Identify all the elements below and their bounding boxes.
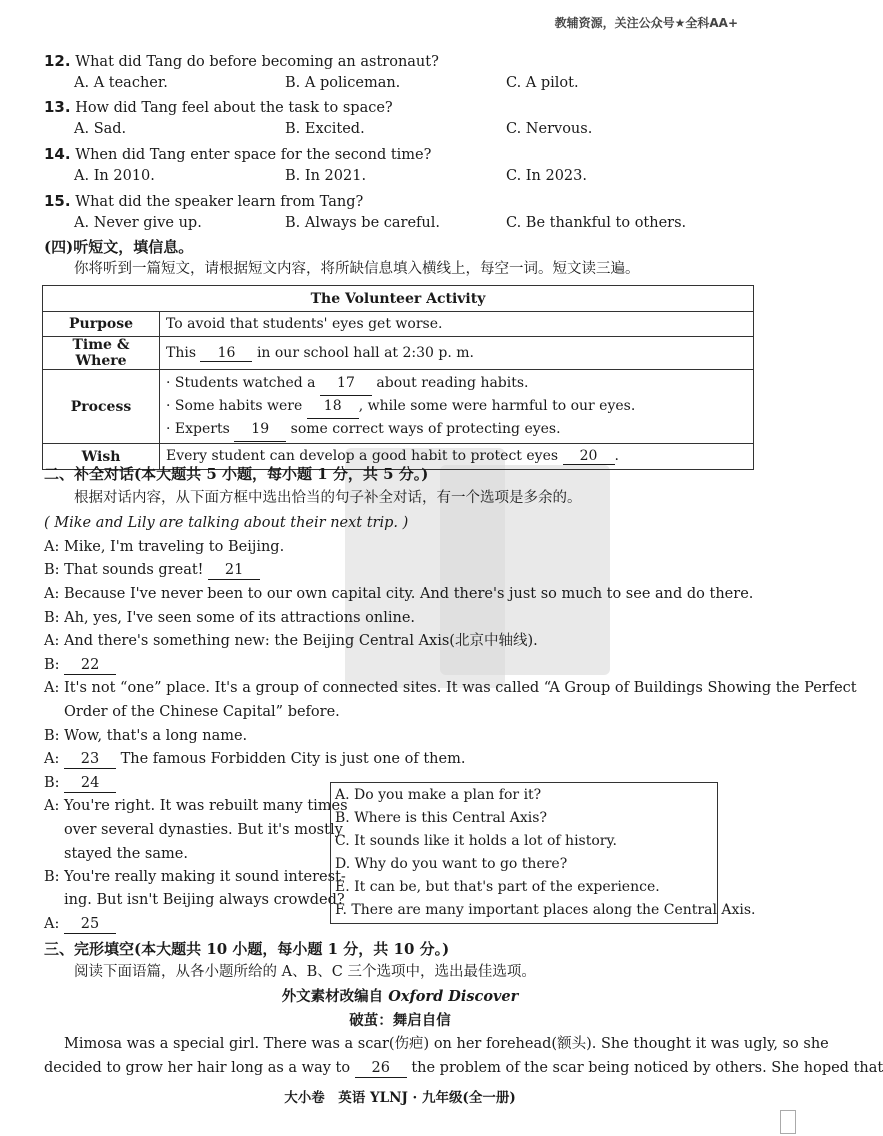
dialogue-line-1: A: Mike, I'm traveling to Beijing.: [44, 539, 285, 555]
option-14b: B. In 2021.: [285, 168, 367, 184]
blank-26[interactable]: 26: [355, 1060, 407, 1078]
dialogue-line-11b: over several dynasties. But it's mostly: [64, 822, 343, 838]
time-where-row: This 16 in our school hall at 2:30 p. m.: [160, 337, 754, 370]
blank-19[interactable]: 19: [234, 418, 286, 442]
volunteer-activity-table: [42, 285, 754, 470]
blank-16[interactable]: 16: [200, 345, 252, 362]
process-cell: · Students watched a 17 about reading habits. · Some habits were 18 , while some were harmful to our eyes. · Experts 19 some correct ways of protecting eyes.: [160, 370, 754, 444]
option-15a: A. Never give up.: [74, 215, 202, 231]
option-14a: A. In 2010.: [74, 168, 155, 184]
option-a: A. Do you make a plan for it?: [335, 787, 542, 803]
option-e: E. It can be, but that's part of the experience.: [335, 879, 660, 895]
dialogue-line-10: B: 24: [44, 775, 116, 793]
blank-17[interactable]: 17: [320, 372, 372, 396]
dialogue-line-7a: A: It's not “one” place. It's a group of connected sites. It was called “A Group of Buildings Showing the Perfect: [44, 680, 857, 696]
time-label: Time & Where: [43, 337, 160, 370]
page-footer: 大小卷 英语 YLNJ · 九年级(全一册): [284, 1090, 516, 1106]
wish-row: Every student can develop a good habit to protect eyes 20 .: [160, 444, 754, 470]
dialogue-line-12b: ing. But isn't Beijing always crowded?: [64, 892, 345, 908]
source-line: 外文素材改编自 Oxford Discover: [281, 988, 519, 1005]
watermark-logo: [345, 448, 505, 688]
part4-heading: (四)听短文，填信息。: [44, 238, 194, 256]
blank-20[interactable]: 20: [563, 448, 615, 465]
question-15: 15. What did the speaker learn from Tang?: [44, 192, 364, 210]
dialogue-line-11a: A: You're right. It was rebuilt many times: [44, 798, 348, 814]
dialogue-line-9: A: 23 The famous Forbidden City is just one of them.: [44, 751, 465, 769]
process-label: Process: [43, 370, 160, 444]
dialogue-options-box: [330, 782, 756, 924]
section3-instruction: 阅读下面语篇，从各小题所给的 A、B、C 三个选项中，选出最佳选项。: [74, 964, 536, 980]
purpose-text: To avoid that students' eyes get worse.: [160, 312, 754, 337]
passage-title: 破茧：舞启自信: [349, 1012, 451, 1029]
blank-22[interactable]: 22: [64, 657, 116, 675]
page-corner-mark: [780, 1110, 796, 1134]
option-b: B. Where is this Central Axis?: [335, 810, 547, 826]
option-c: C. It sounds like it holds a lot of history.: [335, 833, 617, 849]
question-12: 12. What did Tang do before becoming an astronaut?: [44, 52, 439, 70]
option-f: F. There are many important places along the Central Axis.: [335, 902, 756, 918]
dialogue-line-6: B: 22: [44, 657, 116, 675]
option-14c: C. In 2023.: [506, 168, 587, 184]
blank-25[interactable]: 25: [64, 916, 116, 934]
blank-23[interactable]: 23: [64, 751, 116, 769]
dialogue-line-3: A: Because I've never been to our own capital city. And there's just so much to see and do there.: [44, 586, 754, 602]
passage-line-1: Mimosa was a special girl. There was a scar(伤疤) on her forehead(额头). She thought it was ugly, so she: [64, 1036, 829, 1052]
option-15b: B. Always be careful.: [285, 215, 440, 231]
passage-line-2: decided to grow her hair long as a way to 26 the problem of the scar being noticed by others. She hoped that: [44, 1060, 883, 1078]
dialogue-line-7b: Order of the Chinese Capital” before.: [64, 704, 340, 720]
dialogue-line-13: A: 25: [44, 916, 116, 934]
option-12b: B. A policeman.: [285, 75, 401, 91]
option-13a: A. Sad.: [74, 121, 127, 137]
section3-heading: 三、完形填空(本大题共 10 小题，每小题 1 分，共 10 分。): [44, 940, 450, 958]
question-13: 13. How did Tang feel about the task to space?: [44, 98, 393, 116]
question-14: 14. When did Tang enter space for the second time?: [44, 145, 432, 163]
dialogue-line-4: B: Ah, yes, I've seen some of its attractions online.: [44, 610, 416, 626]
option-13c: C. Nervous.: [506, 121, 593, 137]
wish-label: Wish: [43, 444, 160, 470]
option-13b: B. Excited.: [285, 121, 365, 137]
option-12c: C. A pilot.: [506, 75, 579, 91]
dialogue-line-5: A: And there's something new: the Beijing Central Axis(北京中轴线).: [44, 633, 538, 649]
section2-heading: 二、补全对话(本大题共 5 小题，每小题 1 分，共 5 分。): [44, 465, 429, 483]
dialogue-context: ( Mike and Lily are talking about their next trip. ): [44, 515, 409, 531]
purpose-label: Purpose: [43, 312, 160, 337]
dialogue-line-8: B: Wow, that's a long name.: [44, 728, 248, 744]
dialogue-line-12a: B: You're really making it sound interest-: [44, 869, 346, 885]
option-15c: C. Be thankful to others.: [506, 215, 687, 231]
header-source-note: 教辅资源，关注公众号★全科AA+: [554, 16, 738, 30]
option-12a: A. A teacher.: [74, 75, 168, 91]
dialogue-line-2: B: That sounds great! 21: [44, 562, 260, 580]
option-d: D. Why do you want to go there?: [335, 856, 568, 872]
part4-instruction: 你将听到一篇短文，请根据短文内容，将所缺信息填入横线上，每空一词。短文读三遍。: [74, 261, 640, 277]
section2-instruction: 根据对话内容，从下面方框中选出恰当的句子补全对话，有一个选项是多余的。: [74, 490, 582, 506]
blank-21[interactable]: 21: [208, 562, 260, 580]
blank-24[interactable]: 24: [64, 775, 116, 793]
dialogue-line-11c: stayed the same.: [64, 846, 188, 862]
blank-18[interactable]: 18: [307, 395, 359, 419]
table-title: The Volunteer Activity: [43, 286, 754, 312]
